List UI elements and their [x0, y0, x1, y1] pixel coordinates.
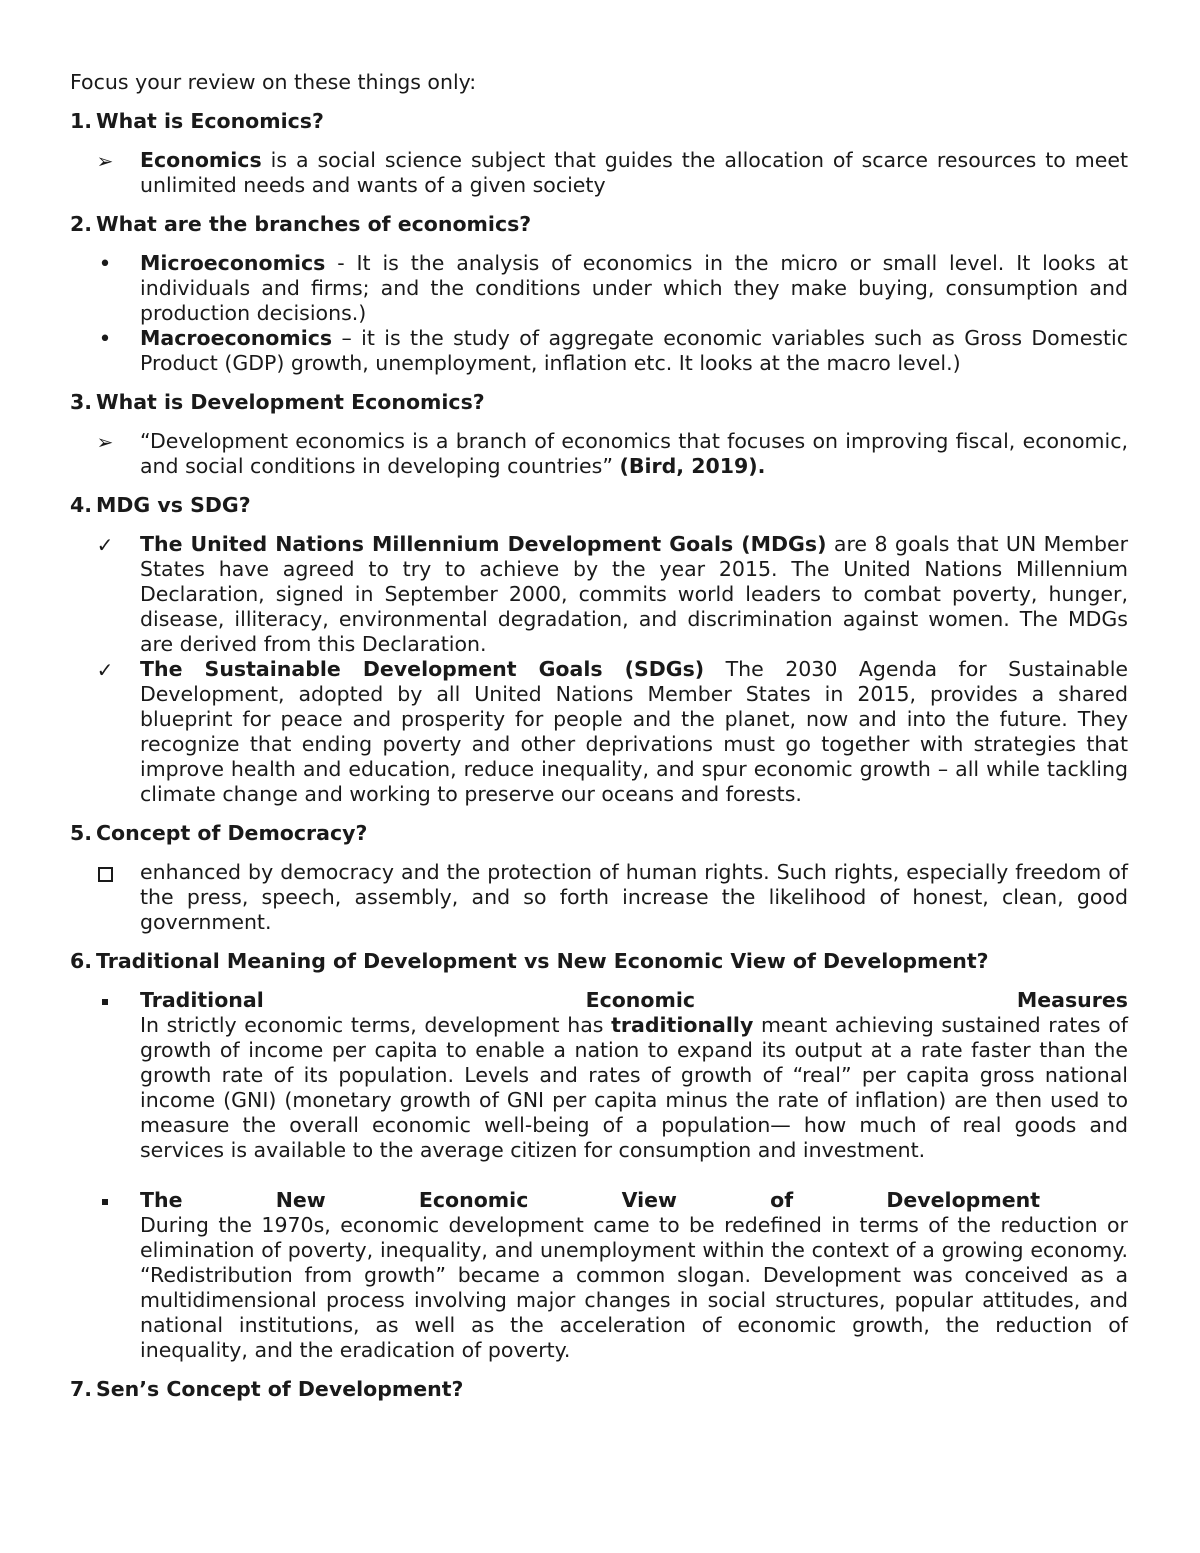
list-item: ➢ Economics is a social science subject that guides the allocation of scarce resources to meet unlimited needs and wants of a given society — [96, 148, 1128, 197]
checkbox-bullet-icon — [98, 867, 113, 882]
arrow-bullet-icon: ➢ — [96, 149, 114, 173]
question-2-heading: 2. What are the branches of economics? — [70, 212, 532, 236]
traditional-heading: Traditional Economic Measures — [140, 988, 1128, 1012]
intro-text: Focus your review on these things only: — [70, 70, 477, 94]
list-item: ✓ The Sustainable Development Goals (SDGs) The 2030 Agenda for Sustainable Development, adopted by all United Nations Member States in 2015, provides a shared blueprint for peace and prosperity for people and the planet, now and into the future. They recognize that ending poverty and other deprivations must go together with strategies that improve health and education, reduce inequality, and spur economic growth – all while tackling climate change and working to preserve our oceans and forests. — [96, 657, 1129, 806]
checkmark-bullet-icon: ✓ — [96, 533, 114, 557]
new-view-heading: The New Economic View of Development — [140, 1188, 1040, 1212]
list-item: ➢ “Development economics is a branch of economics that focuses on improving fiscal, economic, and social conditions in developing countries” (Bird, 2019). — [96, 429, 1128, 478]
arrow-bullet-icon: ➢ — [96, 430, 114, 454]
list-item: The New Economic View of Development During the 1970s, economic development came to be redefined in terms of the reduction or elimination of poverty, inequality, and unemployment within the context of a growing economy. “Redistribution from growth” became a common slogan. Development was conceived as a multidimensional process involving major changes in social structures, popular attitudes, and national institutions, as well as the acceleration of economic growth, the reduction of inequality, and the eradication of poverty. — [70, 1188, 1128, 1363]
dot-bullet-icon: • — [98, 252, 112, 277]
list-item: • Macroeconomics – it is the study of aggregate economic variables such as Gross Domestic Product (GDP) growth, unemployment, inflation etc. It looks at the macro level.) — [98, 326, 1128, 375]
question-5-heading: 5. Concept of Democracy? — [70, 821, 368, 845]
question-3-heading: 3. What is Development Economics? — [70, 390, 485, 414]
list-item: ✓ The United Nations Millennium Development Goals (MDGs) are 8 goals that UN Member States have agreed to try to achieve by the year 2015. The United Nations Millennium Declaration, signed in September 2000, commits world leaders to combat poverty, hunger, disease, illiteracy, environmental degradation, and discrimination against women. The MDGs are derived from this Declaration. — [96, 532, 1128, 656]
question-6-heading: 6. Traditional Meaning of Development vs New Economic View of Development? — [70, 949, 989, 973]
list-item: enhanced by democracy and the protection of human rights. Such rights, especially freedom of the press, speech, assembly, and so forth increase the likelihood of honest, clean, good government. — [70, 860, 1128, 935]
list-item: • Microeconomics - It is the analysis of economics in the micro or small level. It looks at individuals and firms; and the conditions under which they make buying, consumption and production decisions.) — [98, 251, 1128, 325]
list-item: Traditional Economic Measures In strictly economic terms, development has traditionally meant achieving sustained rates of growth of income per capita to enable a nation to expand its output at a rate faster than the growth rate of its population. Levels and rates of growth of “real” per capita gross national income (GNI) (monetary growth of GNI per capita minus the rate of inflation) are then used to measure the overall economic well-being of a population— how much of real goods and services is available to the average citizen for consumption and investment. — [70, 988, 1128, 1163]
question-4-heading: 4. MDG vs SDG? — [70, 493, 251, 517]
document-page — [70, 70, 1128, 1416]
square-bullet-icon — [102, 1199, 108, 1205]
question-1-heading: 1. What is Economics? — [70, 109, 324, 133]
checkmark-bullet-icon: ✓ — [96, 658, 114, 682]
question-7-heading: 7. Sen’s Concept of Development? — [70, 1377, 464, 1401]
square-bullet-icon — [102, 999, 108, 1005]
dot-bullet-icon: • — [98, 327, 112, 352]
